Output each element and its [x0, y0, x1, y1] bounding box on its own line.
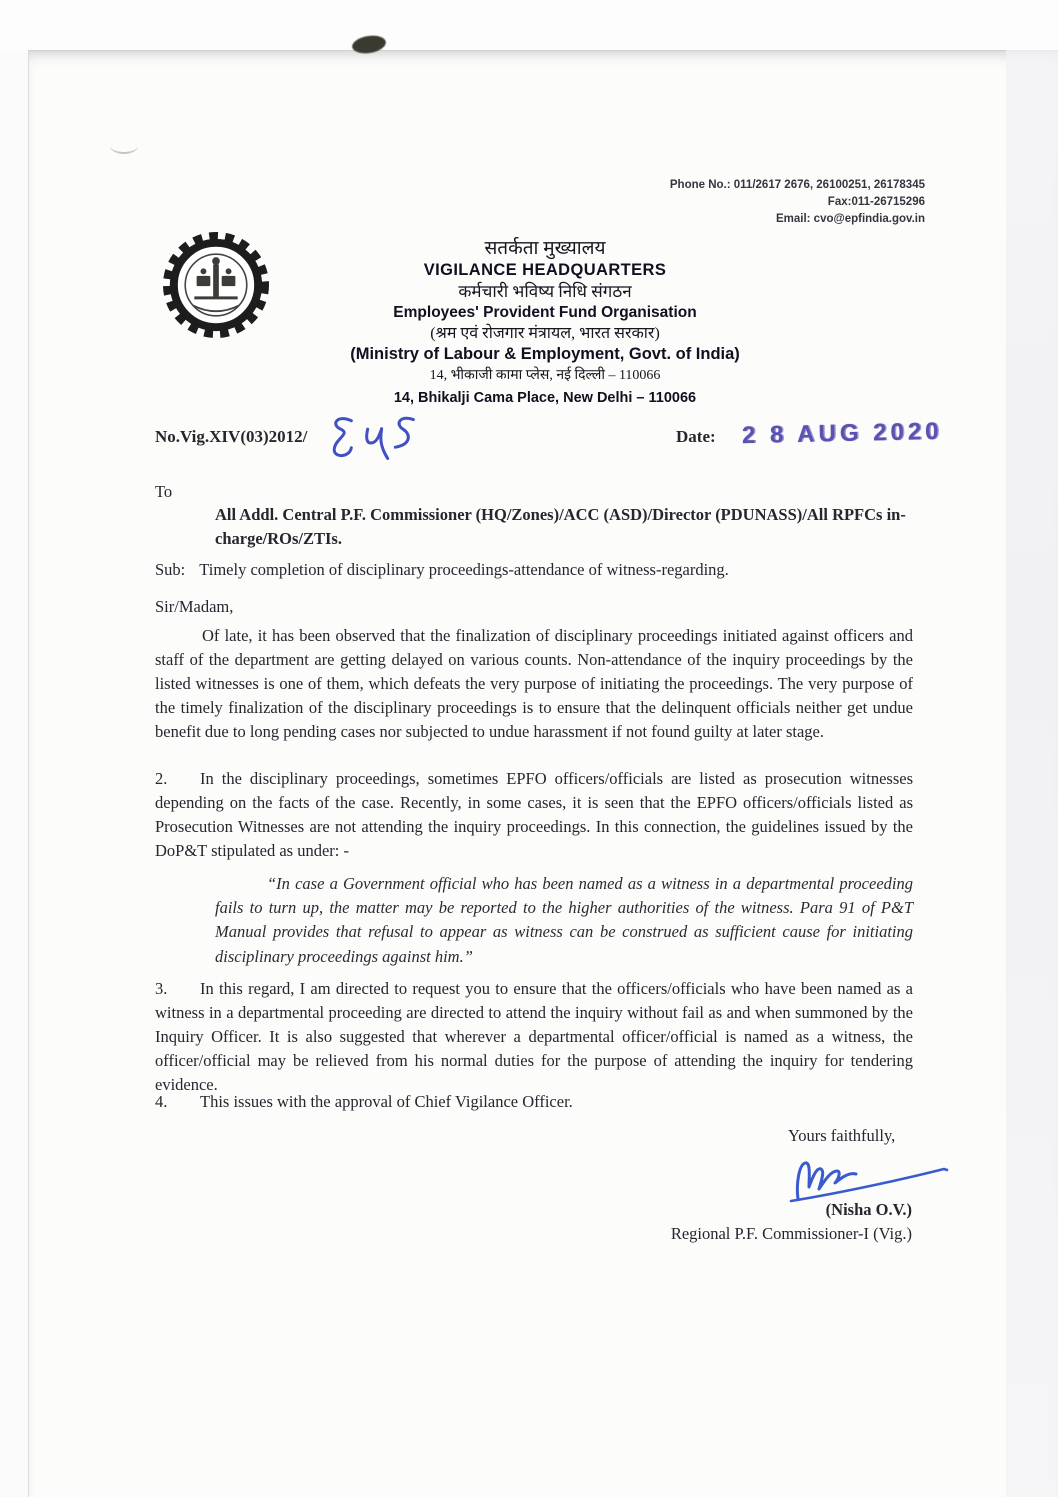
- org-name-english: Employees' Provident Fund Organisation: [393, 304, 697, 321]
- date-stamp: 2 8 AUG 2020: [741, 417, 943, 450]
- signatory-designation: Regional P.F. Commissioner-I (Vig.): [670, 1224, 912, 1243]
- address-hindi: 14, भीकाजी कामा प्लेस, नई दिल्ली – 110066: [429, 368, 661, 383]
- paragraph-2-text: In the disciplinary proceedings, sometimes EPFO officers/officials are listed as prosecution witnesses depending on the facts of the case. Recently, in some cases, it is seen that the EPFO officers/officials listed as Prosecution Witnesses are not attending the inquiry proceedings. In this connection, the guidelines issued by the DoP&T stipulated as under: -: [155, 769, 913, 860]
- paragraph-3: [155, 977, 913, 1097]
- dept-name-english: VIGILANCE HEADQUARTERS: [423, 261, 667, 279]
- subject-label: Sub:: [155, 560, 186, 579]
- ministry-hindi: (श्रम एवं रोजगार मंत्रायल, भारत सरकार): [430, 325, 660, 342]
- paragraph-3-number: 3.: [155, 979, 168, 998]
- closing-phrase: Yours faithfully,: [788, 1126, 896, 1145]
- paragraph-4-text: This issues with the approval of Chief Vigilance Officer.: [200, 1092, 573, 1111]
- contact-block: [670, 177, 925, 228]
- paragraph-2-number: 2.: [155, 769, 168, 788]
- handwritten-number: [321, 410, 423, 467]
- scan-edge-band: [1006, 50, 1058, 1497]
- scan-smudge: [110, 138, 138, 154]
- paragraph-4-number: 4.: [155, 1092, 168, 1111]
- paragraph-2: [155, 767, 913, 863]
- subject-row: [155, 560, 935, 580]
- to-address: All Addl. Central P.F. Commissioner (HQ/Zones)/ACC (ASD)/Director (PDUNASS)/All RPFCs in-charge/ROs/ZTIs.: [215, 505, 906, 548]
- reference-number: No.Vig.XIV(03)2012/: [155, 427, 308, 446]
- paragraph-3-text: In this regard, I am directed to request you to ensure that the officers/officials who have been named as a witness in a departmental proceeding are directed to attend the inquiry without fail as and when summoned by the Inquiry Officer. It is also suggested that wherever a departmental officer/official is named as a witness, the officer/official may be relieved from his normal duties for the purpose of attending the inquiry for tendering evidence.: [155, 979, 913, 1094]
- to-label: To: [155, 482, 173, 501]
- email-line: Email: cvo@epfindia.gov.in: [775, 213, 925, 225]
- letterhead: [295, 237, 795, 409]
- dopt-quote: “In case a Government official who has been named as a witness in a departmental proceeding fails to turn up, the matter may be reported to the higher authorities of the witness. Para 91 of P&T Manual provides that refusal to appear as witness can be construed as sufficient cause for initiating disciplinary proceedings against him.”: [215, 874, 913, 966]
- ministry-english: (Ministry of Labour & Employment, Govt. of India): [350, 345, 740, 363]
- salutation: Sir/Madam,: [155, 597, 234, 616]
- subject-text: Timely completion of disciplinary proceedings-attendance of witness-regarding.: [199, 560, 729, 579]
- address-english: 14, Bhikalji Cama Place, New Delhi – 110066: [393, 390, 697, 406]
- paragraph-4: [155, 1090, 913, 1114]
- paragraph-1: Of late, it has been observed that the finalization of disciplinary proceedings initiated against officers and staff of the department are getting delayed on various counts. Non-attendance of the inquiry proceedings by the listed witnesses is one of them, which defeats the very purpose of initiating the proceedings. The very purpose of the timely finalization of the disciplinary proceedings is to ensure that the delinquent officials neither get undue benefit due to long pending cases nor subjected to undue harassment if not found guilty at later stage.: [155, 626, 913, 741]
- epfo-logo-icon: [156, 228, 276, 342]
- date-label: Date:: [676, 427, 716, 446]
- fax-line: Fax:011-26715296: [827, 196, 925, 208]
- signatory-name: (Nisha O.V.): [825, 1200, 912, 1219]
- phone-line: Phone No.: 011/2617 2676, 26100251, 26178345: [669, 179, 925, 191]
- scan-margin-top: [0, 0, 1058, 52]
- dept-name-hindi: सतर्कता मुख्यालय: [484, 238, 606, 259]
- org-name-hindi: कर्मचारी भविष्य निधि संगठन: [458, 282, 632, 301]
